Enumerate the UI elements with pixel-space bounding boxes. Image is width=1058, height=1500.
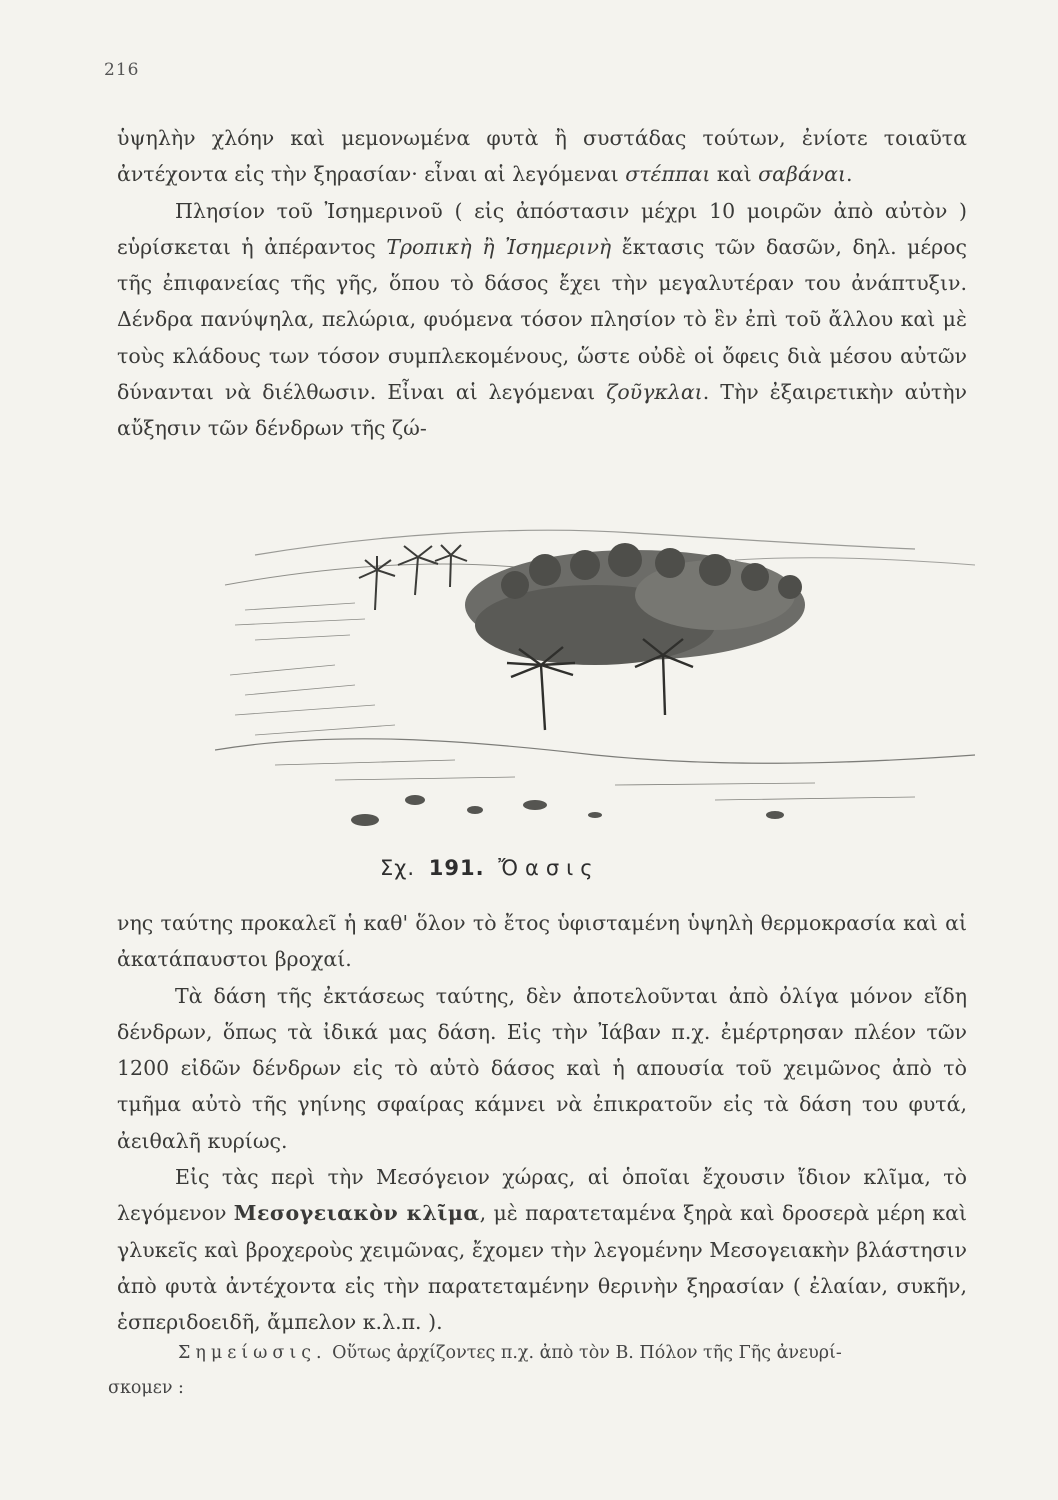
oasis-illustration [215, 515, 975, 865]
term-tropical-equatorial: Τροπικὴ ἢ Ἰσημερινὴ [386, 234, 612, 259]
text-run: . [846, 162, 853, 187]
text-run: ἔκτασις τῶν δασῶν, δηλ. μέρος τῆς ἐπιφανείας τῆς γῆς, ὅπου τὸ δάσος ἔχει τὴν μεγαλυτέραν του ἀνάπτυξιν. Δένδρα πανύψηλα, πελώρια, φυόμενα τόσον πλησίον τὸ ἓν ἐπὶ τοῦ ἄλλου καὶ μὲ τοὺς κλάδους των τόσον συμπλεκομένους, ὥστε οὐδὲ οἱ ὄφεις διὰ μέσου αὐτῶν δύνανται νὰ διέλθωσιν. Εἶναι αἱ λεγόμεναι [117, 234, 967, 405]
note-continuation: σκομεν : [108, 1378, 184, 1398]
term-jungles: ζοῦγκλαι [606, 380, 703, 405]
term-savannas: σαβάναι [758, 162, 847, 187]
text-run: Πλησίον τοῦ Ἰσημερινοῦ ( εἰς ἀπόστασιν μέχρι 10 μοιρῶν ἀπὸ αὐτὸν ) εὑρίσκεται ἡ ἀπέραντος [117, 198, 967, 259]
text-run: Τὰ δάση τῆς ἐκτάσεως ταύτης, δὲν ἀποτελοῦνται ἀπὸ ὀλίγα μόνον εἴδη δένδρων, ὅπως τὰ ἰδικά μας δάση. Εἰς τὴν Ἰάβαν π.χ. ἐμέρτρησαν πλέον τῶν 1200 εἰδῶν δένδρων εἰς τὸ αὐτὸ δάσος καὶ ἡ απουσία τοῦ χειμῶνος ἀπὸ τὸ τμῆμα αὐτὸ τῆς γηίνης σφαίρας κάμνει νὰ ἐπικρατοῦν εἰς τὰ δάση του φυτά, ἀειθαλῆ κυρίως. [117, 983, 967, 1153]
page-number: 216 [104, 60, 140, 80]
caption-prefix: Σχ. [380, 856, 416, 880]
term-steppes: στέππαι [625, 162, 711, 187]
term-mediterranean-climate: Μεσογειακὸν κλῖμα [233, 1201, 480, 1226]
oasis-drawing [215, 515, 975, 855]
text-run: , μὲ παρατεταμένα ξηρὰ καὶ δροσερὰ μέρη καὶ γλυκεῖς καὶ βροχεροὺς χειμῶνας, ἔχομεν τὴν λεγομένην Μεσογειακὴν βλάστησιν ἀπὸ φυτὰ ἀντέχοντα εἰς τὴν παρατεταμένην θερινὴν ξηρασίαν ( ἐλαίαν, συκῆν, ἑσπεριδοειδῆ, ἄμπελον κ.λ.π. ). [117, 1201, 967, 1335]
caption-number: 191. [428, 856, 485, 880]
caption-title: Ὄασις [498, 856, 600, 880]
note-label: Σημείωσις. [178, 1343, 327, 1363]
figure-caption [380, 856, 600, 880]
text-block-bottom [117, 905, 967, 1341]
text-block-top [117, 120, 967, 447]
paragraph-java-forests [117, 978, 967, 1159]
paragraph-steppes [117, 120, 967, 193]
text-run: ὑψηλὴν χλόην καὶ μεμονωμένα φυτὰ ἢ συστάδας τούτων, ἐνίοτε τοιαῦτα ἀντέχοντα εἰς τὴν ξηρασίαν· εἶναι αἱ λεγόμεναι [117, 126, 967, 187]
text-run: νης ταύτης προκαλεῖ ἡ καθ' ὅλον τὸ ἔτος ὑφισταμένη ὑψηλὴ θερμοκρασία καὶ αἱ ἀκατάπαυστοι βροχαί. [117, 911, 967, 972]
note-paragraph [178, 1336, 968, 1370]
paragraph-temperature [117, 905, 967, 978]
text-run: . Τὴν ἐξαιρετικὴν αὐτὴν αὔξησιν τῶν δένδρων τῆς ζώ- [117, 380, 967, 441]
paragraph-mediterranean [117, 1159, 967, 1340]
text-run: Εἰς τὰς περὶ τὴν Μεσόγειον χώρας, αἱ ὁποῖαι ἔχουσιν ἴδιον κλῖμα, τὸ λεγόμενον [117, 1165, 967, 1226]
note-text: Οὕτως ἀρχίζοντες π.χ. ἀπὸ τὸν Β. Πόλον τῆς Γῆς ἀνευρί- [326, 1343, 842, 1363]
paragraph-tropical-forest [117, 193, 967, 447]
text-run: καὶ [710, 162, 759, 187]
